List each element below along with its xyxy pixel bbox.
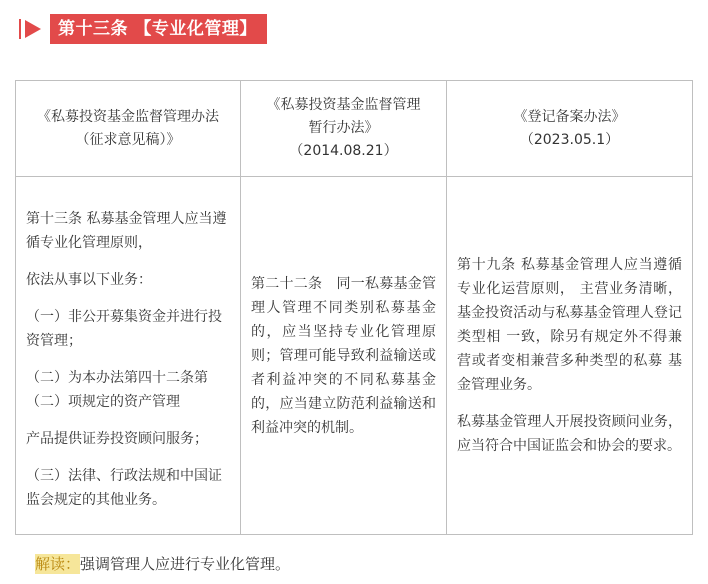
interpretation-note — [35, 553, 290, 574]
comparison-table — [15, 80, 693, 535]
article-text: 第二十二条 同一私募基金管理人管理不同类别私募基金的，应当坚持专业化管理原则；管理可能导致利益输送或者利益冲突的不同私募基金的，应当建立防范利益输送和利益冲突的机制。 — [251, 275, 436, 436]
header-title-line: 《登记备案办法》 — [513, 108, 626, 125]
article-text: （三）法律、行政法规和中国证监会规定的其他业务。 — [26, 468, 222, 508]
table-header-row — [16, 81, 693, 177]
note-text: 强调管理人应进行专业化管理。 — [80, 555, 291, 573]
article-text: 产品提供证券投资顾问服务； — [26, 431, 208, 447]
body-cell-draft — [16, 177, 241, 535]
section-title: 第十三条 【专业化管理】 — [50, 14, 267, 44]
article-text: 私募基金管理人开展投资顾问业务，应当符合中国证监会和协会的要求。 — [457, 414, 682, 454]
header-cell-draft — [16, 81, 241, 177]
header-title-line: 暂行办法》 — [308, 120, 379, 136]
header-title-line: （征求意见稿）》 — [75, 131, 181, 148]
article-text: 依法从事以下业务： — [26, 272, 152, 288]
article-text: 第十九条 私募基金管理人应当遵循专业化运营原则， 主营业务清晰，基金投资活动与私募基金管理人登记类型相 一致，除另有规定外不得兼营或者变相兼营多种类型的私募 基金管理业务。 — [457, 257, 682, 393]
article-text: 第十三条 私募基金管理人应当遵循专业化管理原则， — [26, 211, 227, 251]
section-header — [16, 14, 267, 44]
header-date: （2023.05.1） — [519, 131, 620, 148]
header-cell-registration — [447, 81, 693, 177]
note-label: 解读： — [35, 555, 81, 573]
header-date: （2014.08.21） — [289, 143, 398, 159]
body-cell-registration — [447, 177, 693, 535]
table-body-row — [16, 177, 693, 535]
article-text: （一）非公开募集资金并进行投资管理； — [26, 309, 222, 349]
header-title-line: 《私募投资基金监督管理 — [266, 97, 421, 113]
play-arrow-icon — [16, 18, 46, 40]
header-title-line: 《私募投资基金监督管理办法 — [37, 108, 219, 125]
article-text: （二）为本办法第四十二条第（二）项规定的资产管理 — [26, 370, 208, 410]
header-cell-interim — [241, 81, 447, 177]
body-cell-interim — [241, 177, 447, 535]
